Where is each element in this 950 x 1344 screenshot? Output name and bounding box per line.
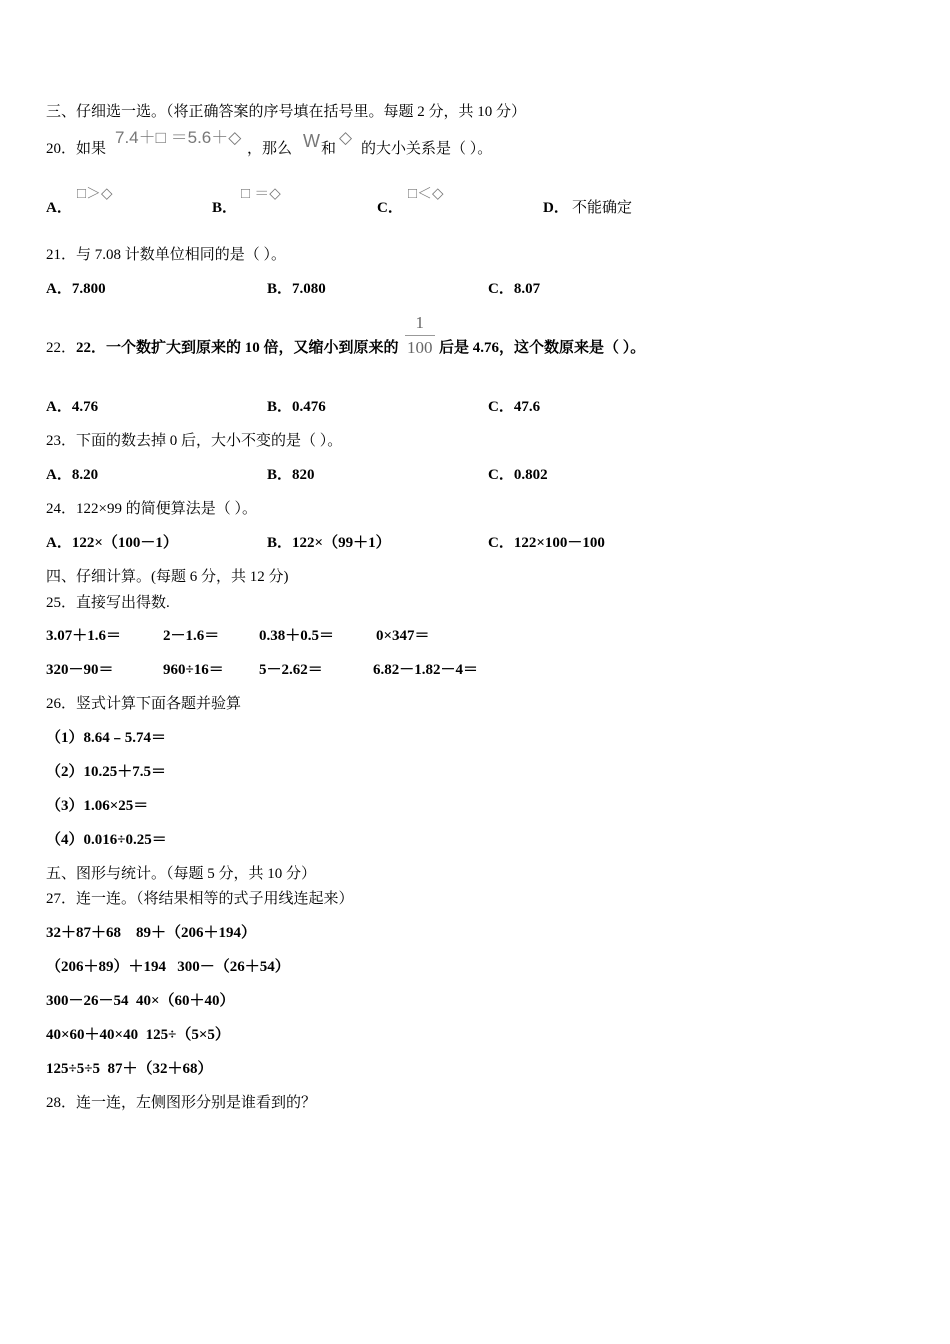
calc-item: 0.38＋0.5＝ xyxy=(259,628,335,644)
question-22-text-after: 后是 4.76，这个数原来是（ ）。 xyxy=(439,340,646,356)
question-23-text: 23．下面的数去掉 0 后，大小不变的是（ ）。 xyxy=(46,433,343,449)
vertical-calc-item: （3）1.06×25＝ xyxy=(46,798,149,814)
question-20-suffix: 的大小关系是（ ）。 xyxy=(361,141,493,157)
option-b: B．820 xyxy=(267,467,315,483)
calc-item: 6.82－1.82－4＝ xyxy=(373,662,479,678)
question-21-text: 21．与 7.08 计数单位相同的是（ ）。 xyxy=(46,247,287,263)
section-4-title: 四、仔细计算。(每题 6 分，共 12 分) xyxy=(46,569,289,585)
diamond-icon: ◇ xyxy=(339,128,353,147)
option-c: C．122×100－100 xyxy=(488,535,605,551)
option-b: B．0.476 xyxy=(267,399,326,415)
option-b-label: B． xyxy=(212,200,238,216)
question-20-middle: ，那么 xyxy=(247,141,293,157)
question-26-text: 26．竖式计算下面各题并验算 xyxy=(46,696,242,712)
calc-item: 3.07＋1.6＝ xyxy=(46,628,122,644)
question-25-text: 25．直接写出得数. xyxy=(46,595,170,611)
calc-item: 5－2.62＝ xyxy=(259,662,323,678)
match-row: 40×60＋40×40 125÷（5×5） xyxy=(46,1027,230,1043)
option-c-label: C． xyxy=(377,200,403,216)
match-row: 125÷5÷5 87＋（32＋68） xyxy=(46,1061,213,1077)
option-b: B．122×（99＋1） xyxy=(267,535,391,551)
calc-item: 0×347＝ xyxy=(376,628,430,644)
option-b: B．7.080 xyxy=(267,281,326,297)
calc-item: 320－90＝ xyxy=(46,662,114,678)
fraction-numerator: 1 xyxy=(415,313,424,332)
question-20-number-prefix: 20．如果 xyxy=(46,141,107,157)
option-b-expr: □ ＝◇ xyxy=(241,185,281,202)
option-c: C．0.802 xyxy=(488,467,548,483)
fraction-denominator: 100 xyxy=(407,338,433,357)
question-28-text: 28．连一连，左侧图形分别是谁看到的？ xyxy=(46,1095,317,1111)
question-22-text-before: 22．22．一个数扩大到原来的 10 倍，又缩小到原来的 xyxy=(46,340,399,356)
question-20-w: W xyxy=(303,131,320,151)
vertical-calc-item: （2）10.25＋7.5＝ xyxy=(46,764,167,780)
option-c-expr: □＜◇ xyxy=(408,185,444,202)
match-row: 300－26－54 40×（60＋40） xyxy=(46,993,235,1009)
calc-item: 2－1.6＝ xyxy=(163,628,220,644)
section-3-title: 三、仔细选一选。（将正确答案的序号填在括号里。每题 2 分，共 10 分） xyxy=(46,104,527,120)
option-d-label: D． xyxy=(543,200,569,216)
match-row: （206＋89）＋194 300－（26＋54） xyxy=(46,959,290,975)
fraction-one-hundredth xyxy=(405,313,435,358)
question-27-text: 27．连一连。（将结果相等的式子用线连起来） xyxy=(46,891,354,907)
question-20-and: 和 xyxy=(321,141,337,157)
vertical-calc-item: （4）0.016÷0.25＝ xyxy=(46,832,167,848)
match-row: 32＋87＋68 89＋（206＋194） xyxy=(46,925,257,941)
option-a: A．122×（100－1） xyxy=(46,535,178,551)
option-c: C．47.6 xyxy=(488,399,541,415)
vertical-calc-item: （1）8.64﹣5.74＝ xyxy=(46,730,167,746)
option-a-label: A． xyxy=(46,200,72,216)
option-a-expr: □＞◇ xyxy=(77,185,113,202)
option-c: C．8.07 xyxy=(488,281,541,297)
calc-item: 960÷16＝ xyxy=(163,662,224,678)
section-5-title: 五、图形与统计。（每题 5 分，共 10 分） xyxy=(46,866,317,882)
option-a: A．4.76 xyxy=(46,399,99,415)
option-d-text: 不能确定 xyxy=(572,200,633,216)
option-a: A．7.800 xyxy=(46,281,106,297)
question-24-text: 24．122×99 的简便算法是（ ）。 xyxy=(46,501,257,517)
option-a: A．8.20 xyxy=(46,467,99,483)
fraction-bar xyxy=(405,335,435,336)
question-20-equation: 7.4＋□ ＝5.6＋◇ xyxy=(115,128,242,147)
